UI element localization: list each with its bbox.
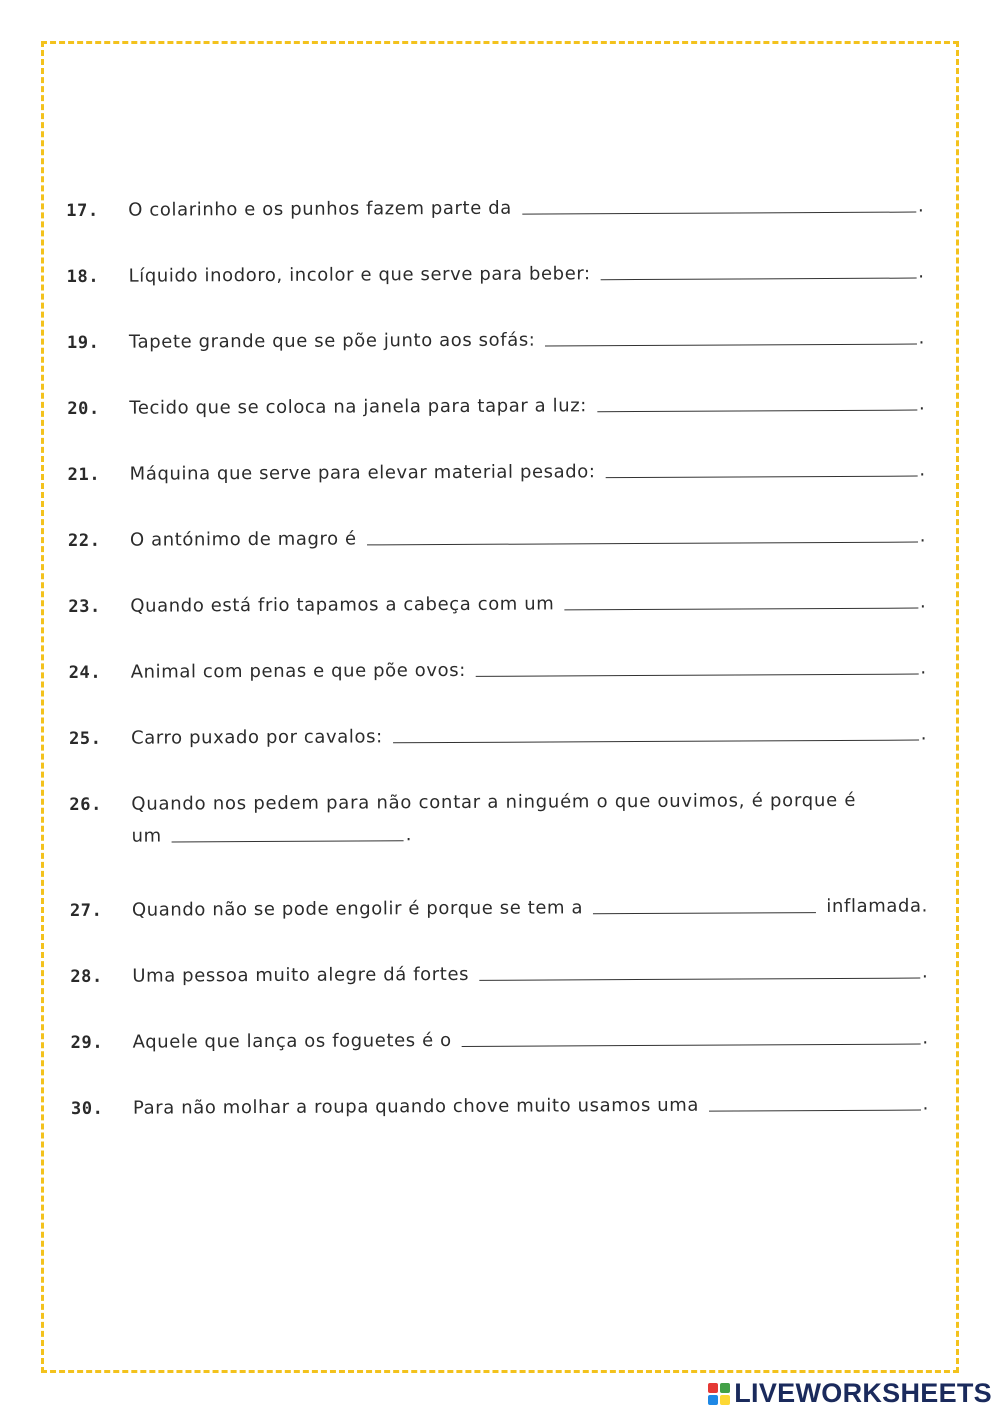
logo-square-green bbox=[720, 1383, 730, 1393]
question-22 bbox=[68, 484, 926, 554]
question-number: 27. bbox=[69, 900, 103, 921]
logo-square-yellow bbox=[720, 1395, 730, 1405]
question-text: Máquina que serve para elevar material pesado: bbox=[129, 461, 596, 485]
question-text: Líquido inodoro, incolor e que serve para beber: bbox=[128, 263, 591, 287]
question-end: . bbox=[919, 525, 927, 547]
question-28 bbox=[70, 919, 928, 989]
question-23 bbox=[68, 550, 926, 620]
answer-blank[interactable] bbox=[545, 343, 916, 347]
question-25 bbox=[69, 682, 927, 752]
answer-blank[interactable] bbox=[172, 839, 404, 842]
question-number: 21. bbox=[67, 464, 101, 485]
answer-blank[interactable] bbox=[709, 1109, 921, 1112]
question-30 bbox=[71, 1051, 929, 1121]
question-end: . bbox=[920, 657, 927, 679]
question-21 bbox=[67, 418, 925, 488]
question-end: . bbox=[921, 961, 929, 983]
question-17 bbox=[66, 154, 924, 224]
question-number: 18. bbox=[66, 266, 100, 287]
question-end: . bbox=[922, 1027, 929, 1049]
question-18 bbox=[66, 220, 924, 290]
question-text: Aquele que lança os foguetes é o bbox=[132, 1029, 452, 1053]
logo-square-red bbox=[708, 1383, 718, 1393]
question-text: O antónimo de magro é bbox=[129, 528, 357, 551]
question-number: 25. bbox=[68, 728, 102, 749]
question-end: . bbox=[405, 824, 413, 846]
question-line-2 bbox=[69, 819, 927, 849]
question-text-continued: um bbox=[131, 825, 162, 847]
liveworksheets-logo[interactable] bbox=[708, 1378, 992, 1409]
question-text: Carro puxado por cavalos: bbox=[130, 726, 383, 749]
question-number: 19. bbox=[66, 332, 100, 353]
brand-name: LIVEWORKSHEETS bbox=[734, 1378, 992, 1408]
question-end: . bbox=[922, 1093, 930, 1115]
answer-blank[interactable] bbox=[479, 977, 920, 981]
answer-blank[interactable] bbox=[601, 277, 917, 281]
question-end: . bbox=[919, 459, 926, 481]
answer-blank[interactable] bbox=[367, 541, 918, 546]
question-end: inflamada. bbox=[826, 895, 928, 918]
answer-blank[interactable] bbox=[564, 607, 918, 611]
question-number: 22. bbox=[67, 530, 101, 551]
answer-blank[interactable] bbox=[393, 739, 919, 744]
answer-blank[interactable] bbox=[462, 1043, 921, 1047]
question-27 bbox=[70, 853, 928, 923]
question-text: Quando não se pode engolir é porque se tem a bbox=[131, 897, 584, 921]
question-number: 26. bbox=[69, 794, 102, 815]
question-end: . bbox=[920, 723, 928, 745]
question-26 bbox=[69, 747, 928, 857]
question-end: . bbox=[918, 261, 925, 283]
answer-blank[interactable] bbox=[597, 409, 917, 413]
question-text: Animal com penas e que põe ovos: bbox=[130, 659, 466, 683]
answer-blank[interactable] bbox=[522, 211, 916, 215]
question-text: Para não molhar a roupa quando chove muito usamos uma bbox=[132, 1094, 700, 1119]
brand-logo-icon bbox=[708, 1383, 730, 1405]
question-text: Uma pessoa muito alegre dá fortes bbox=[132, 963, 470, 987]
question-24 bbox=[68, 616, 926, 686]
question-number: 17. bbox=[66, 200, 99, 221]
question-number: 28. bbox=[70, 966, 103, 987]
question-number: 20. bbox=[67, 398, 100, 419]
question-text: Tecido que se coloca na janela para tapar a luz: bbox=[129, 395, 587, 419]
question-20 bbox=[67, 352, 925, 422]
question-end: . bbox=[918, 393, 926, 415]
question-19 bbox=[67, 286, 925, 356]
question-end: . bbox=[918, 327, 926, 349]
question-list bbox=[66, 154, 929, 1122]
question-number: 29. bbox=[70, 1032, 104, 1053]
question-text: Quando nos pedem para não contar a ninguém o que ouvimos, é porque é bbox=[131, 789, 857, 815]
answer-blank[interactable] bbox=[606, 475, 918, 479]
question-29 bbox=[70, 985, 928, 1055]
answer-blank[interactable] bbox=[593, 911, 816, 914]
question-end: . bbox=[917, 195, 925, 217]
question-text: Tapete grande que se põe junto aos sofás: bbox=[128, 329, 536, 353]
question-text: O colarinho e os punhos fazem parte da bbox=[128, 197, 512, 221]
question-line-1 bbox=[69, 787, 927, 817]
logo-square-blue bbox=[708, 1395, 718, 1405]
question-number: 23. bbox=[68, 596, 101, 617]
question-number: 24. bbox=[68, 662, 102, 683]
question-end: . bbox=[919, 591, 927, 613]
question-text: Quando está frio tapamos a cabeça com um bbox=[130, 593, 555, 617]
question-number: 30. bbox=[70, 1098, 104, 1119]
answer-blank[interactable] bbox=[476, 673, 918, 677]
